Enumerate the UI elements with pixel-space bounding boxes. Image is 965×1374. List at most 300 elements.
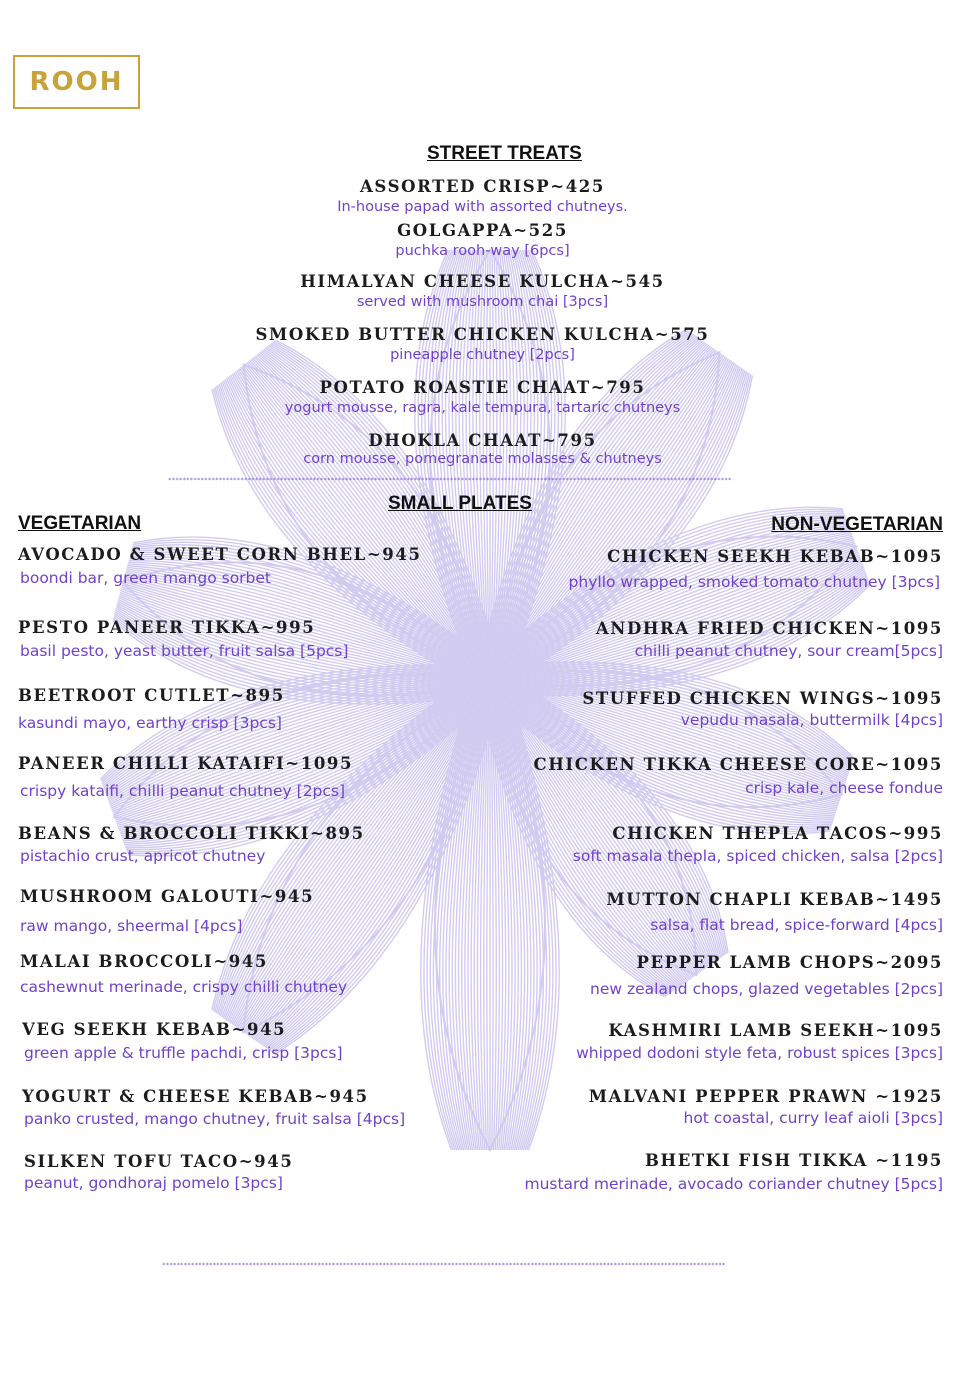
flower-center-dot — [488, 629, 493, 634]
flower-center-dot — [467, 722, 472, 727]
flower-center-dot — [506, 648, 511, 653]
flower-center-dot — [484, 684, 489, 689]
flower-center-dot — [475, 671, 480, 676]
flower-center-dot — [453, 701, 458, 706]
flower-center-dot — [515, 709, 520, 714]
flower-center-dot — [475, 718, 480, 723]
flower-center-dot — [442, 645, 447, 650]
flower-center-dot — [496, 719, 501, 724]
flower-center-dot — [532, 657, 537, 662]
flower-center-dot — [535, 691, 540, 696]
menu-item — [24, 1152, 293, 1193]
item-description: yogurt mousse, ragra, kale tempura, tartaric chutneys — [284, 400, 681, 416]
flower-center-dot — [507, 670, 512, 675]
flower-center-dot — [520, 715, 525, 720]
flower-center-dot — [452, 634, 457, 639]
flower-center-dot — [457, 694, 462, 699]
flower-center-dot — [477, 622, 482, 627]
item-description: soft masala thepla, spiced chicken, salsa [2pcs] — [572, 847, 943, 865]
flower-center-dot — [536, 684, 541, 689]
flower-center-dot — [504, 664, 509, 669]
flower-center-dot — [470, 624, 475, 629]
flower-center-dot — [465, 694, 470, 699]
flower-center-dot — [504, 691, 509, 696]
flower-center-dot — [474, 630, 479, 635]
flower-center-dot — [472, 709, 477, 714]
flower-center-dot — [503, 716, 508, 721]
item-description: salsa, flat bread, spice-forward [4pcs] — [650, 916, 943, 934]
flower-center-dot — [528, 639, 533, 644]
menu-item — [0, 325, 965, 365]
divider-top: ************************************************************************************************************************************************************ — [168, 477, 732, 484]
flower-center-dot — [481, 678, 486, 683]
flower-center-dot — [481, 690, 486, 695]
flower-center-dot — [453, 654, 458, 659]
flower-center-dot — [433, 664, 438, 669]
flower-center-dot — [498, 696, 503, 701]
flower-center-dot — [528, 716, 533, 721]
flower-center-dot — [542, 664, 547, 669]
item-name: MALVANI PEPPER PRAWN ~1925 — [588, 1087, 943, 1106]
menu-item — [0, 431, 965, 468]
item-name: BEANS & BROCCOLI TIKKI~895 — [18, 824, 365, 843]
flower-center-dot — [518, 630, 523, 635]
flower-center-dot — [486, 643, 491, 648]
flower-center-dot — [516, 658, 521, 663]
flower-center-dot — [470, 699, 475, 704]
flower-center-dot — [512, 652, 517, 657]
flower-center-dot — [484, 733, 489, 738]
flower-center-dot — [515, 671, 520, 676]
flower-center-dot — [452, 721, 457, 726]
flower-center-dot — [503, 701, 508, 706]
flower-center-dot — [464, 728, 469, 733]
flower-center-dot — [469, 715, 474, 720]
flower-center-dot — [512, 703, 517, 708]
menu-item — [18, 824, 365, 866]
flower-center-dot — [494, 726, 499, 731]
flower-center-dot — [484, 657, 489, 662]
flower-center-dot — [447, 716, 452, 721]
item-description: whipped dodoni style feta, robust spices [3pcs] — [576, 1044, 943, 1062]
flower-center-dot — [457, 630, 462, 635]
flower-center-dot — [498, 622, 503, 627]
flower-center-dot — [461, 700, 466, 705]
flower-center-dot — [457, 648, 462, 653]
item-name: PESTO PANEER TIKKA~995 — [18, 618, 316, 637]
flower-center-dot — [447, 688, 452, 693]
flower-center-dot — [514, 719, 519, 724]
item-description: green apple & truffle pachdi, crisp [3pcs] — [24, 1044, 343, 1062]
item-name: CHICKEN SEEKH KEBAB~1095 — [607, 547, 943, 566]
flower-center-dot — [509, 678, 514, 683]
menu-item — [18, 754, 353, 801]
flower-center-dot — [491, 698, 496, 703]
item-description: basil pesto, yeast butter, fruit salsa [5pcs] — [20, 642, 349, 660]
item-name: STUFFED CHICKEN WINGS~1095 — [582, 689, 943, 708]
flower-center-dot — [529, 670, 534, 675]
flower-center-dot — [537, 704, 542, 709]
flower-center-dot — [488, 678, 493, 683]
menu-item — [22, 1020, 343, 1063]
flower-center-dot — [520, 704, 525, 709]
flower-center-dot — [507, 685, 512, 690]
flower-center-dot — [471, 691, 476, 696]
street-treats-title: STREET TREATS — [427, 143, 582, 164]
flower-center-dot — [498, 733, 503, 738]
item-description: peanut, gondhoraj pomelo [3pcs] — [24, 1174, 283, 1192]
flower-center-dot — [465, 661, 470, 666]
flower-center-dot — [440, 664, 445, 669]
flower-center-dot — [475, 637, 480, 642]
flower-center-dot — [463, 711, 468, 716]
flower-center-dot — [482, 705, 487, 710]
item-description: In-house papad with assorted chutneys. — [337, 199, 628, 215]
item-description: crisp kale, cheese fondue — [745, 779, 943, 797]
flower-center-dot — [520, 651, 525, 656]
flower-center-dot — [510, 642, 515, 647]
flower-center-dot — [450, 710, 455, 715]
flower-center-dot — [432, 678, 437, 683]
item-description: chilli peanut chutney, sour cream[5pcs] — [634, 642, 943, 660]
flower-center-dot — [439, 678, 444, 683]
item-name: ASSORTED CRISP~425 — [360, 177, 605, 196]
menu-item — [0, 221, 965, 261]
flower-center-dot — [457, 707, 462, 712]
flower-center-dot — [533, 645, 538, 650]
flower-center-dot — [512, 664, 517, 669]
flower-center-dot — [475, 685, 480, 690]
flower-center-dot — [529, 685, 534, 690]
item-name: CHICKEN THEPLA TACOS~995 — [612, 824, 943, 843]
flower-center-dot — [505, 731, 510, 736]
flower-center-dot — [461, 667, 466, 672]
menu-item — [533, 755, 943, 798]
flower-center-dot — [438, 704, 443, 709]
flower-center-dot — [540, 698, 545, 703]
flower-center-dot — [476, 652, 481, 657]
flower-center-dot — [450, 645, 455, 650]
flower-center-dot — [446, 681, 451, 686]
item-name: AVOCADO & SWEET CORN BHEL~945 — [18, 545, 422, 564]
flower-center-dot — [466, 650, 471, 655]
item-description: pineapple chutney [2pcs] — [390, 347, 575, 363]
flower-center-dot — [503, 639, 508, 644]
flower-center-dot — [523, 634, 528, 639]
flower-center-dot — [525, 645, 530, 650]
item-name: SMOKED BUTTER CHICKEN KULCHA~575 — [255, 325, 710, 344]
item-description: phyllo wrapped, smoked tomato chutney [3pcs] — [568, 573, 940, 591]
item-description: boondi bar, green mango sorbet — [20, 569, 272, 587]
item-name: MUTTON CHAPLI KEBAB~1495 — [606, 890, 943, 909]
flower-center-dot — [518, 725, 523, 730]
flower-center-dot — [508, 633, 513, 638]
flower-center-dot — [543, 685, 548, 690]
menu-item — [589, 1087, 943, 1128]
flower-center-dot — [440, 691, 445, 696]
flower-center-dot — [491, 671, 496, 676]
flower-center-dot — [489, 636, 494, 641]
flower-center-dot — [493, 712, 498, 717]
flower-center-dot — [510, 713, 515, 718]
flower-center-dot — [524, 698, 529, 703]
flower-center-dot — [500, 645, 505, 650]
flower-center-dot — [447, 639, 452, 644]
flower-center-dot — [481, 629, 486, 634]
flower-center-dot — [516, 697, 521, 702]
flower-center-dot — [508, 722, 513, 727]
item-description: kasundi mayo, earthy crisp [3pcs] — [18, 714, 282, 732]
flower-center-dot — [482, 636, 487, 641]
item-description: vepudu masala, buttermilk [4pcs] — [680, 711, 943, 729]
flower-center-dot — [439, 684, 444, 689]
menu-item — [18, 686, 285, 733]
flower-center-dot — [523, 678, 528, 683]
flower-center-dot — [537, 651, 542, 656]
flower-center-dot — [474, 678, 479, 683]
divider-bottom: ************************************************************************************************************************************************************ — [162, 1262, 726, 1269]
flower-center-dot — [449, 660, 454, 665]
flower-center-dot — [511, 627, 516, 632]
flower-center-dot — [467, 678, 472, 683]
small-plates-title: SMALL PLATES — [388, 493, 532, 514]
flower-center-dot — [491, 657, 496, 662]
flower-center-dot — [433, 691, 438, 696]
menu-item — [0, 177, 965, 217]
flower-center-dot — [522, 685, 527, 690]
flower-center-dot — [508, 658, 513, 663]
flower-center-dot — [520, 691, 525, 696]
item-name: POTATO ROASTIE CHAAT~795 — [319, 378, 646, 397]
flower-center-dot — [484, 671, 489, 676]
flower-center-dot — [500, 685, 505, 690]
flower-center-dot — [508, 697, 513, 702]
flower-center-dot — [454, 667, 459, 672]
item-name: GOLGAPPA~525 — [397, 221, 568, 240]
item-name: PEPPER LAMB CHOPS~2095 — [636, 953, 943, 972]
flower-center-dot — [494, 629, 499, 634]
flower-center-dot — [435, 657, 440, 662]
flower-center-dot — [488, 692, 493, 697]
flower-center-dot — [443, 657, 448, 662]
item-description: panko crusted, mango chutney, fruit salsa [4pcs] — [24, 1110, 406, 1128]
item-description: new zealand chops, glazed vegetables [2pcs] — [590, 980, 943, 998]
flower-center-dot — [477, 659, 482, 664]
item-description: mustard merinade, avocado coriander chutney [5pcs] — [524, 1175, 943, 1193]
item-name: YOGURT & CHEESE KEBAB~945 — [22, 1087, 369, 1106]
item-name: PANEER CHILLI KATAIFI~1095 — [18, 754, 354, 773]
flower-center-dot — [496, 636, 501, 641]
flower-center-dot — [514, 636, 519, 641]
menu-item — [20, 952, 347, 997]
flower-center-dot — [453, 681, 458, 686]
flower-center-dot — [488, 727, 493, 732]
flower-center-dot — [438, 651, 443, 656]
flower-center-dot — [530, 678, 535, 683]
flower-center-dot — [481, 726, 486, 731]
menu-item — [576, 1021, 943, 1063]
flower-center-dot — [493, 643, 498, 648]
flower-center-dot — [474, 725, 479, 730]
flower-center-dot — [515, 646, 520, 651]
vegetarian-title: VEGETARIAN — [18, 513, 142, 534]
flower-center-dot — [446, 651, 451, 656]
flower-center-dot — [495, 690, 500, 695]
menu-item — [20, 887, 314, 936]
flower-center-dot — [535, 664, 540, 669]
item-name: ANDHRA FRIED CHICKEN~1095 — [595, 619, 943, 638]
flower-center-dot — [457, 725, 462, 730]
flower-center-dot — [498, 659, 503, 664]
flower-center-dot — [496, 651, 501, 656]
flower-center-dot — [477, 733, 482, 738]
flower-center-dot — [455, 640, 460, 645]
flower-center-dot — [467, 633, 472, 638]
flower-center-dot — [482, 650, 487, 655]
flower-center-dot — [484, 698, 489, 703]
menu-item — [596, 619, 943, 661]
flower-center-dot — [491, 622, 496, 627]
menu-item — [582, 689, 943, 730]
flower-center-dot — [481, 665, 486, 670]
menu-item — [590, 953, 943, 999]
item-description: raw mango, sheermal [4pcs] — [20, 917, 243, 935]
item-description: cashewnut merinade, crispy chilli chutney — [20, 978, 348, 996]
item-name: BHETKI FISH TIKKA ~1195 — [645, 1151, 943, 1170]
flower-center-dot — [500, 710, 505, 715]
item-name: KASHMIRI LAMB SEEKH~1095 — [608, 1021, 943, 1040]
flower-center-dot — [468, 670, 473, 675]
flower-center-dot — [543, 670, 548, 675]
flower-center-dot — [477, 696, 482, 701]
menu-item — [524, 1151, 943, 1194]
flower-center-dot — [529, 704, 534, 709]
flower-center-dot — [482, 719, 487, 724]
item-description: corn mousse, pomegranate molasses & chutneys — [303, 451, 662, 467]
item-name: BEETROOT CUTLET~895 — [18, 686, 285, 705]
flower-center-dot — [471, 664, 476, 669]
flower-center-dot — [455, 715, 460, 720]
flower-center-dot — [453, 674, 458, 679]
item-description: hot coastal, curry leaf aioli [3pcs] — [683, 1109, 943, 1127]
flower-center-dot — [503, 654, 508, 659]
flower-center-dot — [457, 661, 462, 666]
flower-center-dot — [461, 636, 466, 641]
flower-center-dot — [466, 705, 471, 710]
item-description: puchka rooh-way [6pcs] — [395, 243, 570, 259]
flower-center-dot — [529, 651, 534, 656]
flower-center-dot — [495, 678, 500, 683]
flower-center-dot — [506, 707, 511, 712]
item-description: pistachio crust, apricot chutney — [20, 847, 266, 865]
flower-center-dot — [479, 711, 484, 716]
flower-center-dot — [489, 650, 494, 655]
flower-center-dot — [491, 733, 496, 738]
rooh-logo: ROOH — [13, 55, 140, 109]
flower-center-dot — [468, 685, 473, 690]
flower-center-dot — [460, 681, 465, 686]
flower-center-dot — [469, 640, 474, 645]
menu-item — [0, 378, 965, 418]
menu-item — [606, 890, 943, 935]
flower-center-dot — [527, 691, 532, 696]
flower-center-dot — [511, 728, 516, 733]
flower-center-dot — [476, 703, 481, 708]
item-name: VEG SEEKH KEBAB~945 — [22, 1020, 287, 1039]
flower-center-dot — [495, 665, 500, 670]
flower-center-dot — [432, 670, 437, 675]
flower-center-dot — [505, 624, 510, 629]
flower-center-dot — [442, 710, 447, 715]
flower-center-dot — [464, 627, 469, 632]
flower-center-dot — [435, 698, 440, 703]
flower-center-dot — [484, 622, 489, 627]
item-name: DHOKLA CHAAT~795 — [368, 431, 597, 450]
flower-center-dot — [463, 644, 468, 649]
flower-center-dot — [486, 712, 491, 717]
flower-center-dot — [443, 698, 448, 703]
item-name: MUSHROOM GALOUTI~945 — [20, 887, 315, 906]
flower-center-dot — [496, 704, 501, 709]
flower-center-dot — [479, 644, 484, 649]
menu-item — [573, 824, 943, 866]
flower-center-dot — [489, 719, 494, 724]
item-name: MALAI BROCCOLI~945 — [20, 952, 268, 971]
flower-center-dot — [527, 664, 532, 669]
flower-center-dot — [520, 640, 525, 645]
flower-center-dot — [489, 705, 494, 710]
flower-center-dot — [488, 664, 493, 669]
menu-item — [569, 547, 943, 592]
flower-center-dot — [446, 674, 451, 679]
flower-center-dot — [491, 684, 496, 689]
item-description: served with mushroom chai [3pcs] — [356, 294, 609, 310]
flower-center-dot — [470, 731, 475, 736]
item-name: HIMALYAN CHEESE KULCHA~545 — [300, 272, 665, 291]
flower-center-dot — [537, 678, 542, 683]
menu-item — [18, 545, 422, 588]
flower-center-dot — [512, 691, 517, 696]
flower-center-dot — [544, 678, 549, 683]
flower-center-dot — [439, 671, 444, 676]
flower-center-dot — [461, 688, 466, 693]
flower-center-dot — [470, 656, 475, 661]
flower-center-dot — [460, 674, 465, 679]
flower-center-dot — [449, 695, 454, 700]
flower-center-dot — [500, 671, 505, 676]
non-vegetarian-title: NON-VEGETARIAN — [771, 514, 943, 535]
flower-center-dot — [525, 710, 530, 715]
flower-center-dot — [501, 630, 506, 635]
flower-center-dot — [533, 710, 538, 715]
flower-center-dot — [524, 657, 529, 662]
flower-center-dot — [447, 667, 452, 672]
flower-center-dot — [540, 657, 545, 662]
flower-center-dot — [542, 691, 547, 696]
menu-item — [22, 1087, 405, 1129]
flower-center-dot — [461, 655, 466, 660]
flower-center-dot — [523, 721, 528, 726]
flower-center-dot — [522, 670, 527, 675]
flower-center-dot — [461, 719, 466, 724]
flower-center-dot — [532, 698, 537, 703]
flower-center-dot — [446, 704, 451, 709]
flower-center-dot — [432, 685, 437, 690]
flower-center-dot — [472, 646, 477, 651]
item-name: SILKEN TOFU TACO~945 — [24, 1152, 294, 1171]
menu-item — [18, 618, 348, 661]
flower-center-dot — [516, 678, 521, 683]
